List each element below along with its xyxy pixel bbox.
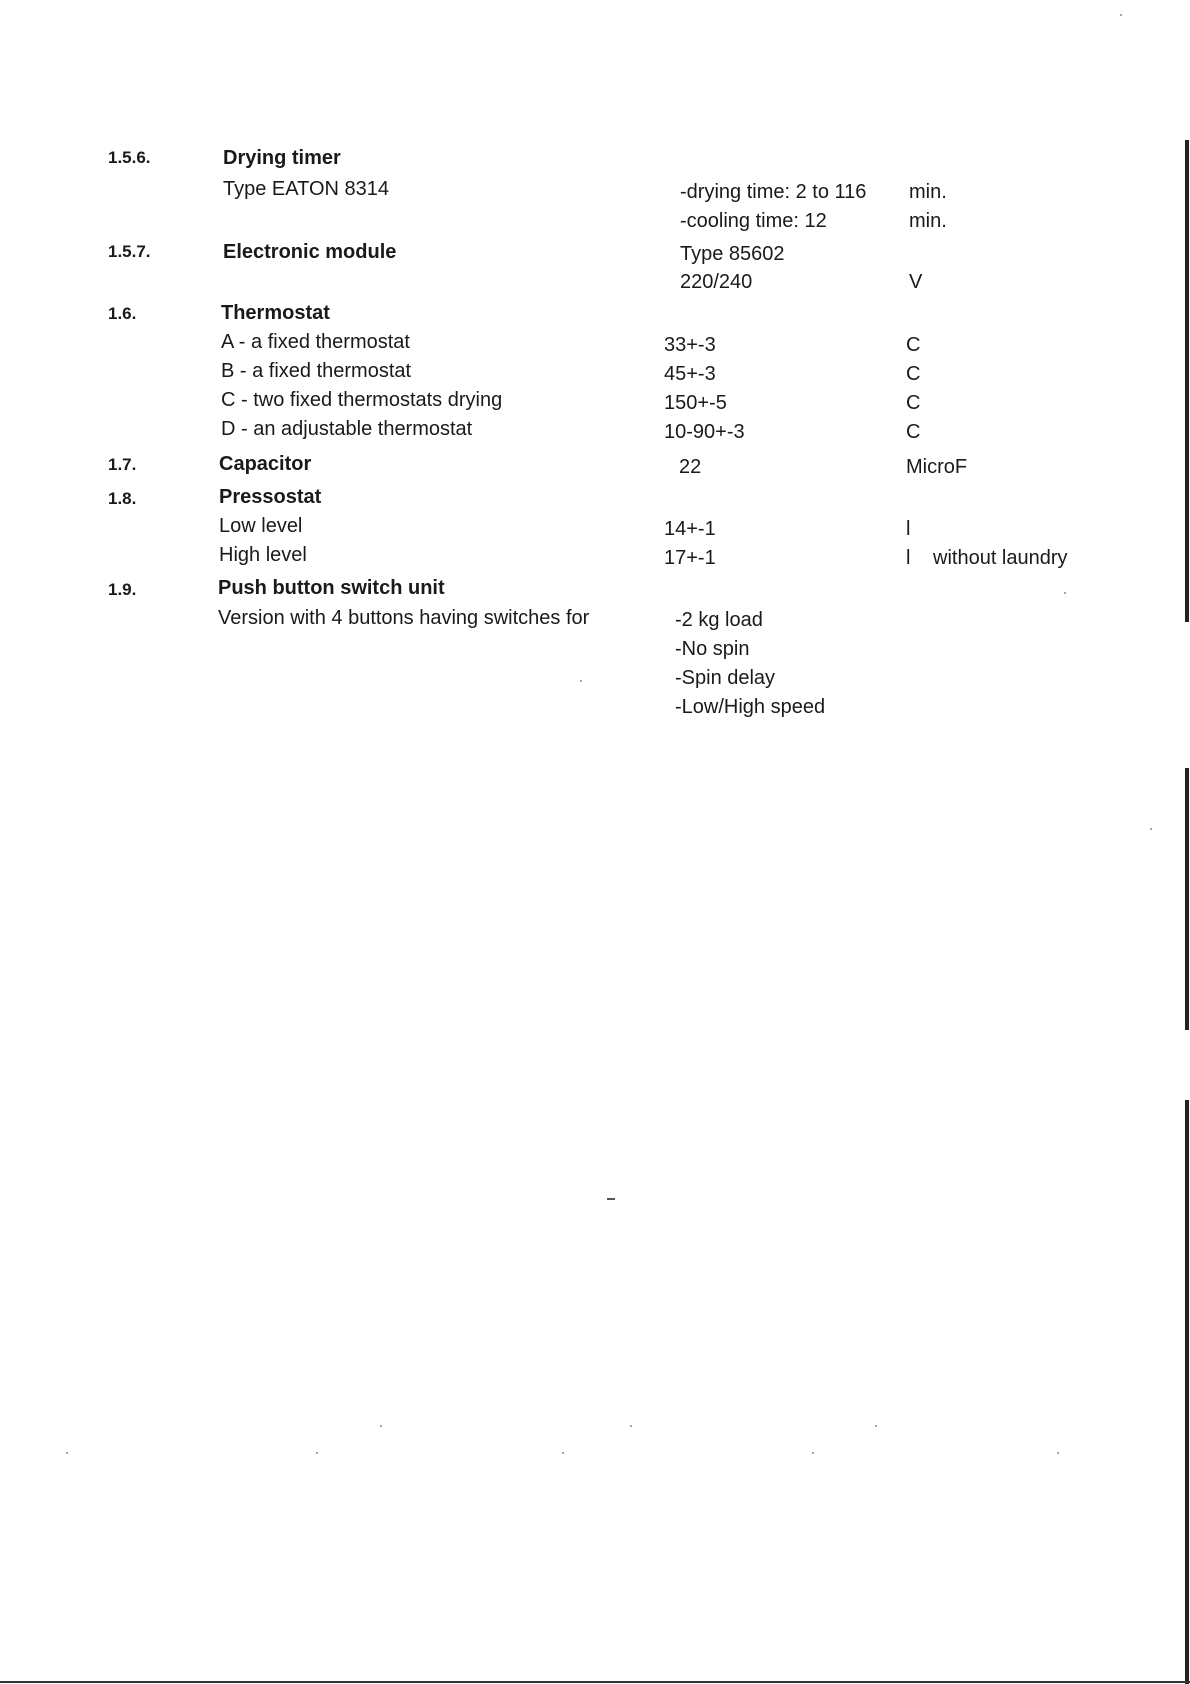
scan-edge-bar [1185,1100,1189,1684]
section-number-1-5-6: 1.5.6. [108,148,151,167]
scan-speck [630,1425,632,1427]
spec-label: High level [219,544,307,566]
scan-speck [66,1452,68,1454]
spec-unit: l [906,547,911,569]
scan-speck [562,1452,564,1454]
scan-speck [1120,14,1122,16]
spec-value: 17+-1 [664,547,716,569]
spec-unit: C [906,334,921,356]
spec-label: Type EATON 8314 [223,178,390,200]
scan-speck [1150,828,1152,830]
spec-unit: l [906,518,911,540]
spec-value: -Low/High speed [675,696,826,718]
section-number-1-9: 1.9. [108,580,137,599]
spec-value: -Spin delay [675,667,776,689]
spec-label: Low level [219,515,303,537]
spec-value: -No spin [675,638,750,660]
spec-value: 45+-3 [664,363,716,385]
spec-value: -2 kg load [675,609,763,631]
spec-label: D - an adjustable thermostat [221,418,473,440]
section-number-1-7: 1.7. [108,455,137,474]
spec-value: 14+-1 [664,518,716,540]
spec-value: -drying time: 2 to 116 [680,181,867,203]
spec-value: 33+-3 [664,334,716,356]
section-number-1-5-7: 1.5.7. [108,242,151,261]
scan-speck [1057,1452,1059,1454]
section-number-1-6: 1.6. [108,304,137,323]
scan-dash [607,1198,615,1200]
spec-value: Type 85602 [680,243,785,265]
section-title-capacitor: Capacitor [219,453,312,475]
spec-unit: min. [909,210,947,232]
spec-label: C - two fixed thermostats drying [221,389,503,411]
spec-label: B - a fixed thermostat [221,360,412,382]
scan-speck [580,680,582,682]
spec-note: without laundry [933,547,1068,569]
section-title-thermostat: Thermostat [221,302,330,324]
scan-edge-bar [1185,768,1189,1030]
scan-speck [1064,592,1066,594]
section-title-push-button-switch-unit: Push button switch unit [218,577,445,599]
spec-unit: C [906,392,921,414]
spec-unit: MicroF [906,456,968,478]
scan-speck [380,1425,382,1427]
spec-unit: V [909,271,923,293]
section-title-drying-timer: Drying timer [223,147,341,169]
spec-value: 22 [679,456,702,478]
spec-label: A - a fixed thermostat [221,331,410,353]
scan-speck [812,1452,814,1454]
section-title-electronic-module: Electronic module [223,241,397,263]
spec-value: 220/240 [680,271,753,293]
scan-speck [316,1452,318,1454]
spec-value: 150+-5 [664,392,727,414]
spec-label: Version with 4 buttons having switches for [218,607,590,629]
spec-unit: min. [909,181,947,203]
section-number-1-8: 1.8. [108,489,137,508]
spec-unit: C [906,421,921,443]
spec-unit: C [906,363,921,385]
spec-value: -cooling time: 12 [680,210,827,232]
scan-edge-bar [1185,140,1189,622]
scan-speck [875,1425,877,1427]
scan-bottom-line [0,1681,1190,1683]
spec-value: 10-90+-3 [664,421,745,443]
section-title-pressostat: Pressostat [219,486,322,508]
